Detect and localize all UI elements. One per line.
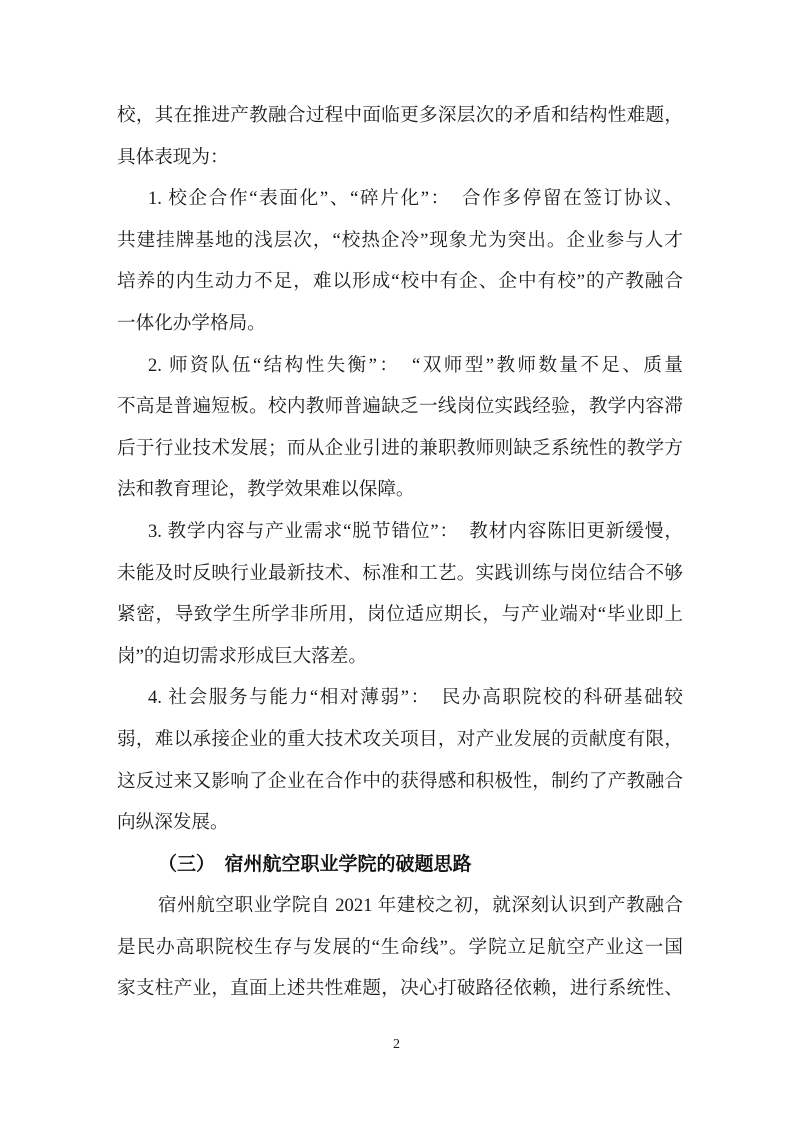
paragraph-line: 向纵深发展。 [117,812,229,834]
paragraph-line: 共建挂牌基地的浅层次，“校热企冷”现象尤为突出。企业参与人才 [117,229,683,251]
list-item-line: 4. 社会服务与能力“相对薄弱”： 民办高职院校的科研基础较 [148,687,683,709]
paragraph-line: 弱，难以承接企业的重大技术攻关项目，对产业发展的贡献度有限， [117,728,683,750]
paragraph-line: 岗”的迫切需求形成巨大落差。 [117,645,367,667]
paragraph-line: 校，其在推进产教融合过程中面临更多深层次的矛盾和结构性难题， [117,105,683,126]
paragraph-line: 不高是普遍短板。校内教师普遍缺乏一线岗位实践经验，教学内容滞 [117,396,683,418]
paragraph-line: 具体表现为： [117,146,229,168]
page-number: 2 [393,1037,400,1052]
paragraph-line: 未能及时反映行业最新技术、标准和工艺。实践训练与岗位结合不够 [117,562,683,584]
list-item-line: 3. 教学内容与产业需求“脱节错位”： 教材内容陈旧更新缓慢， [148,520,683,542]
document-body [117,95,683,1010]
paragraph-line: 一体化办学格局。 [117,312,266,334]
list-item-line: 1. 校企合作“表面化”、“碎片化”： 合作多停留在签订协议、 [148,188,683,210]
paragraph-line: 培养的内生动力不足，难以形成“校中有企、企中有校”的产教融合 [117,271,683,293]
section-heading: （三） 宿州航空职业学院的破题思路 [158,853,472,875]
paragraph-line: 这反过来又影响了企业在合作中的获得感和积极性，制约了产教融合 [117,770,683,792]
paragraph-line: 家支柱产业，直面上述共性难题，决心打破路径依赖，进行系统性、 [117,978,683,1000]
list-item-line: 2. 师资队伍“结构性失衡”： “双师型”教师数量不足、质量 [148,354,683,376]
paragraph-line: 后于行业技术发展；而从企业引进的兼职教师则缺乏系统性的教学方 [117,437,683,459]
paragraph-line: 紧密，导致学生所学非所用，岗位适应期长，与产业端对“毕业即上 [117,604,683,626]
paragraph-line: 法和教育理论，教学效果难以保障。 [117,479,415,501]
paragraph-line: 宿州航空职业学院自 2021 年建校之初，就深刻认识到产教融合 [158,895,683,917]
paragraph-line: 是民办高职院校生存与发展的“生命线”。学院立足航空产业这一国 [117,936,683,958]
